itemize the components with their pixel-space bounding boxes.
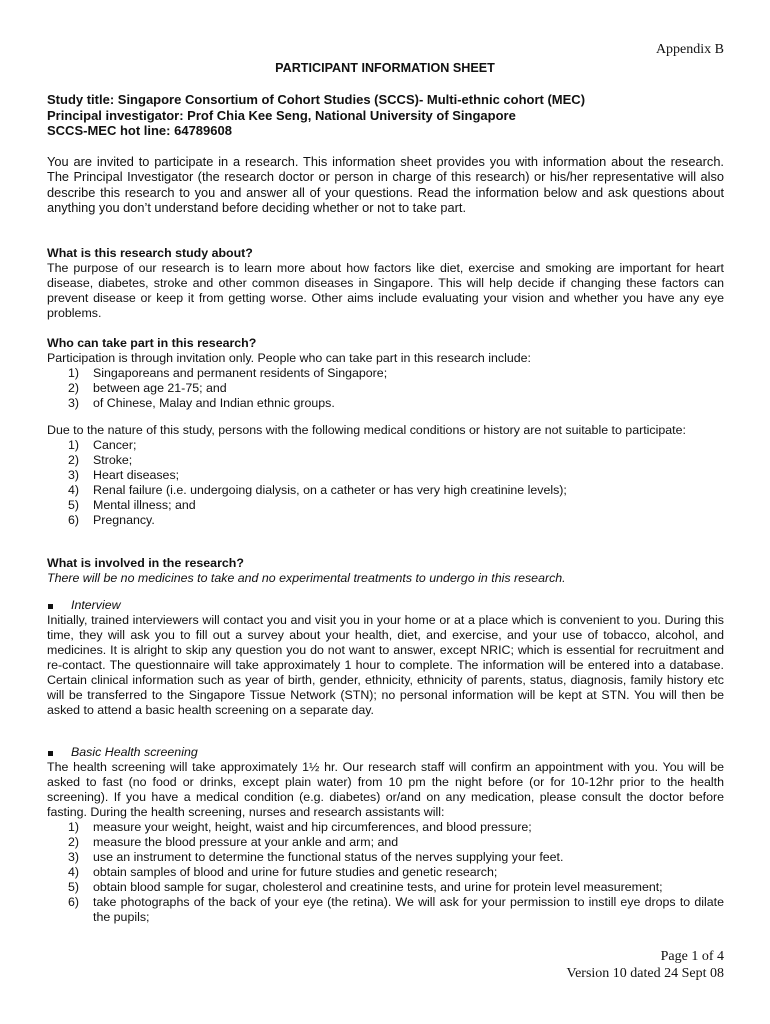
screening-text: The health screening will take approximately 1½ hr. Our research staff will confirm an appointment with you. You will be asked to fast (no food or drinks, except plain water) from 10 pm the night before (or for 10-12hr prior to the health screening). If you have a medical condition (e.g. diabetes) or/and on any medication, please consult the doctor before fasting. During the health screening, nurses and research assistants will:: [47, 760, 724, 819]
list-item: 3) use an instrument to determine the functional status of the nerves supplying your feet.: [68, 850, 564, 864]
study-title: Study title: Singapore Consortium of Cohort Studies (SCCS)- Multi-ethnic cohort (MEC): [47, 92, 586, 107]
about-heading: What is this research study about?: [47, 246, 253, 260]
exclusion-text: Due to the nature of this study, persons with the following medical conditions or history are not suitable to participate:: [47, 423, 686, 437]
document-title: PARTICIPANT INFORMATION SHEET: [275, 61, 495, 75]
screening-heading: Basic Health screening: [47, 745, 724, 760]
list-item: 4) obtain samples of blood and urine for future studies and genetic research;: [68, 865, 498, 879]
list-item: 2) between age 21-75; and: [68, 381, 227, 395]
list-item: 3) Heart diseases;: [68, 468, 180, 482]
list-item: 1) Cancer;: [68, 438, 137, 452]
square-bullet-icon: [48, 604, 53, 609]
list-item: 2) measure the blood pressure at your ankle and arm; and: [68, 835, 399, 849]
who-heading: Who can take part in this research?: [47, 336, 257, 350]
who-section: [47, 336, 724, 411]
interview-section: [47, 598, 724, 718]
screening-section: [47, 745, 724, 925]
involved-heading: What is involved in the research?: [47, 556, 244, 570]
list-item: 2) Stroke;: [68, 453, 133, 467]
who-text: Participation is through invitation only. People who can take part in this research include:: [47, 351, 531, 365]
appendix-label: Appendix B: [655, 42, 724, 57]
involved-section: [47, 556, 724, 586]
interview-text: Initially, trained interviewers will contact you and visit you in your home or at a place which is convenient to you. During this time, they will ask you to fill out a survey about your health, diet, and exercise, and your use of tobacco, alcohol, and medicines. It is alright to skip any question you do not want to answer, except NRIC; which is essential for recruitment and re-contact. The questionnaire will take approximately 1 hour to complete. The information will be entered into a database. Certain clinical information such as year of birth, gender, ethnicity, ethnicity of parents, status, diagnosis, family history etc will be transferred to the Singapore Tissue Network (STN); no personal information will be kept at STN. You will then be asked to attend a basic health screening on a separate day.: [47, 613, 724, 717]
eligibility-list: [47, 366, 724, 411]
list-item: 3) of Chinese, Malay and Indian ethnic groups.: [68, 396, 335, 410]
exclusion-list: [47, 438, 724, 528]
intro-paragraph: You are invited to participate in a research. This information sheet provides you with information about the research. The Principal Investigator (the research doctor or person in charge of this research) or his/her representative will also describe this research to you and answer all of your questions. Read the information below and ask questions about anything you don’t understand before deciding whether or not to take part.: [47, 154, 724, 215]
list-item: 1) measure your weight, height, waist and hip circumferences, and blood pressure;: [68, 820, 532, 834]
page-number: Page 1 of 4: [660, 949, 724, 964]
list-item: 4) Renal failure (i.e. undergoing dialysis, on a catheter or has very high creatinine levels);: [68, 483, 567, 497]
involved-subtitle: There will be no medicines to take and no experimental treatments to undergo in this research.: [47, 571, 566, 585]
study-info: [47, 92, 724, 139]
list-item: 6) Pregnancy.: [68, 513, 155, 527]
list-item: 1) Singaporeans and permanent residents of Singapore;: [68, 366, 388, 380]
page-footer: [567, 948, 724, 982]
exclusion-section: [47, 423, 724, 528]
interview-heading: Interview: [47, 598, 724, 613]
list-item: 5) Mental illness; and: [68, 498, 196, 512]
list-item: 6) take photographs of the back of your eye (the retina). We will ask for your permission to instill eye drops to dilate the pupils;: [68, 895, 724, 924]
square-bullet-icon: [48, 751, 53, 756]
about-text: The purpose of our research is to learn more about how factors like diet, exercise and smoking are important for heart disease, diabetes, stroke and other common diseases in Singapore. This will help decide if changing these factors can prevent disease or keep it from getting worse. Other aims include evaluating your vision and whether you have any eye problems.: [47, 261, 724, 320]
hotline: SCCS-MEC hot line: 64789608: [47, 123, 232, 138]
principal-investigator: Principal investigator: Prof Chia Kee Seng, National University of Singapore: [47, 107, 516, 123]
list-item: 5) obtain blood sample for sugar, cholesterol and creatinine tests, and urine for protein level measurement;: [68, 880, 663, 894]
version-label: Version 10 dated 24 Sept 08: [566, 966, 724, 981]
about-section: [47, 246, 724, 321]
screening-list: [47, 820, 724, 925]
